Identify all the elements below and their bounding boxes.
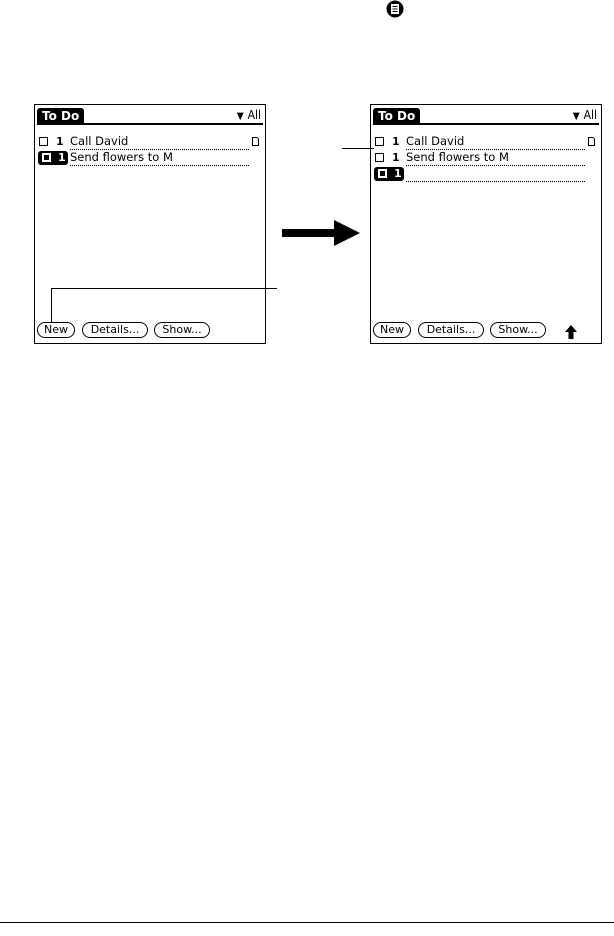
category-selector[interactable]: [573, 108, 597, 124]
triangle-down-icon: ▼: [236, 111, 244, 122]
title-bar: [371, 105, 601, 127]
todo-row-call-david[interactable]: [39, 135, 259, 150]
callout-line-new-record: [342, 148, 374, 149]
todo-description[interactable]: Send flowers to M: [406, 151, 585, 166]
title-bar: [35, 105, 265, 127]
todo-description[interactable]: Call David: [406, 135, 585, 150]
complete-checkbox[interactable]: [39, 137, 48, 146]
complete-checkbox[interactable]: [42, 153, 51, 162]
priority-number[interactable]: 1: [394, 167, 402, 180]
callout-line-new-horizontal: [51, 288, 277, 289]
details-button[interactable]: Details...: [418, 322, 484, 338]
todo-app-icon: [386, 0, 404, 18]
todo-description[interactable]: Send flowers to M: [70, 151, 249, 166]
new-button[interactable]: New: [37, 322, 75, 338]
bottom-rule: [0, 922, 614, 923]
priority-number[interactable]: 1: [56, 135, 64, 148]
title-underline: [37, 123, 263, 125]
scroll-up-arrow-icon[interactable]: [565, 325, 577, 339]
category-label: All: [247, 108, 261, 122]
complete-checkbox[interactable]: [378, 169, 387, 178]
complete-checkbox[interactable]: [375, 153, 384, 162]
category-selector[interactable]: [237, 108, 261, 124]
callout-line-new-vertical: [51, 288, 52, 322]
button-bar: [37, 322, 263, 340]
todo-row-new-blank[interactable]: [375, 167, 595, 182]
triangle-down-icon: ▼: [572, 111, 580, 122]
todo-row-send-flowers[interactable]: [375, 151, 595, 166]
note-icon[interactable]: [588, 137, 595, 146]
priority-number[interactable]: 1: [392, 151, 400, 164]
right-arrow-icon: [282, 220, 360, 246]
note-icon[interactable]: [252, 137, 259, 146]
priority-number[interactable]: 1: [58, 151, 66, 164]
new-button[interactable]: New: [373, 322, 411, 338]
title-underline: [373, 123, 599, 125]
todo-screen-before: [34, 104, 266, 344]
app-title: To Do: [373, 108, 420, 124]
category-label: All: [583, 108, 597, 122]
todo-row-send-flowers[interactable]: [39, 151, 259, 166]
show-button[interactable]: Show...: [154, 322, 210, 338]
app-title: To Do: [37, 108, 84, 124]
todo-screen-after: [370, 104, 602, 344]
todo-description-input[interactable]: [406, 167, 585, 182]
show-button[interactable]: Show...: [490, 322, 546, 338]
complete-checkbox[interactable]: [375, 137, 384, 146]
priority-number[interactable]: 1: [392, 135, 400, 148]
details-button[interactable]: Details...: [82, 322, 148, 338]
todo-description[interactable]: Call David: [70, 135, 249, 150]
todo-row-call-david[interactable]: [375, 135, 595, 150]
